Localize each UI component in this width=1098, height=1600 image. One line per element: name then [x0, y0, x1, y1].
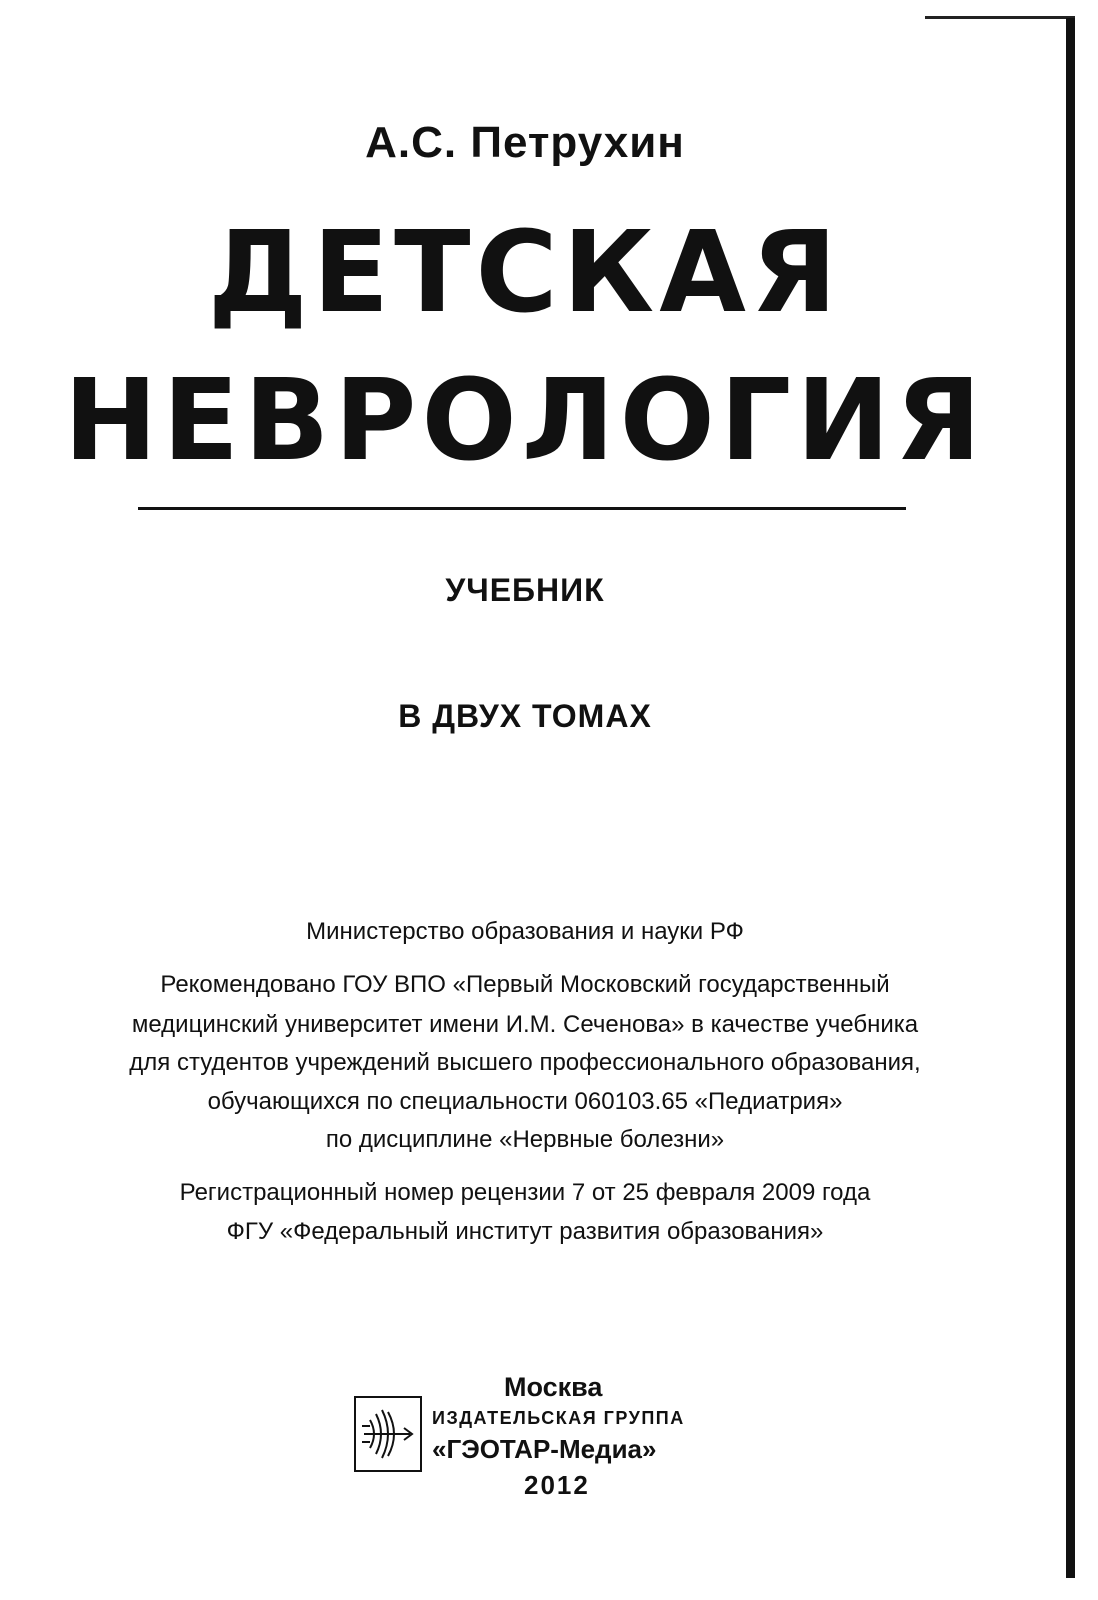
recommendation-line: медицинский университет имени И.М. Сеченова» в качестве учебника: [131, 1011, 919, 1038]
publisher-city: Москва: [504, 1372, 603, 1402]
author-name: А.С. Петрухин: [365, 118, 685, 167]
publisher-group: ИЗДАТЕЛЬСКАЯ ГРУППА: [432, 1408, 685, 1428]
registration-line: ФГУ «Федеральный институт развития образования»: [226, 1218, 824, 1245]
page-edge-top: [925, 16, 1075, 19]
publisher-block: [354, 1372, 714, 1502]
volumes-note: В ДВУХ ТОМАХ: [398, 698, 652, 734]
recommendation-line: по дисциплине «Нервные болезни»: [325, 1126, 725, 1153]
publisher-logo-icon: [354, 1396, 422, 1472]
publication-year: 2012: [524, 1470, 590, 1500]
recommendation-line: для студентов учреждений высшего профессионального образования,: [129, 1049, 921, 1076]
recommendation-line: обучающихся по специальности 060103.65 «Педиатрия»: [207, 1088, 843, 1115]
publisher-name: «ГЭОТАР-Медиа»: [432, 1434, 657, 1464]
recommendation-line: Рекомендовано ГОУ ВПО «Первый Московский государственный: [160, 971, 890, 998]
book-title-line-1: ДЕТСКАЯ: [207, 208, 843, 338]
title-divider: [138, 507, 906, 510]
book-type: УЧЕБНИК: [445, 572, 605, 608]
page-edge-line: [1066, 18, 1075, 1578]
ministry-line: Министерство образования и науки РФ: [306, 918, 744, 945]
book-title-line-2: НЕВРОЛОГИЯ: [63, 356, 987, 486]
registration-line: Регистрационный номер рецензии 7 от 25 февраля 2009 года: [179, 1179, 871, 1206]
